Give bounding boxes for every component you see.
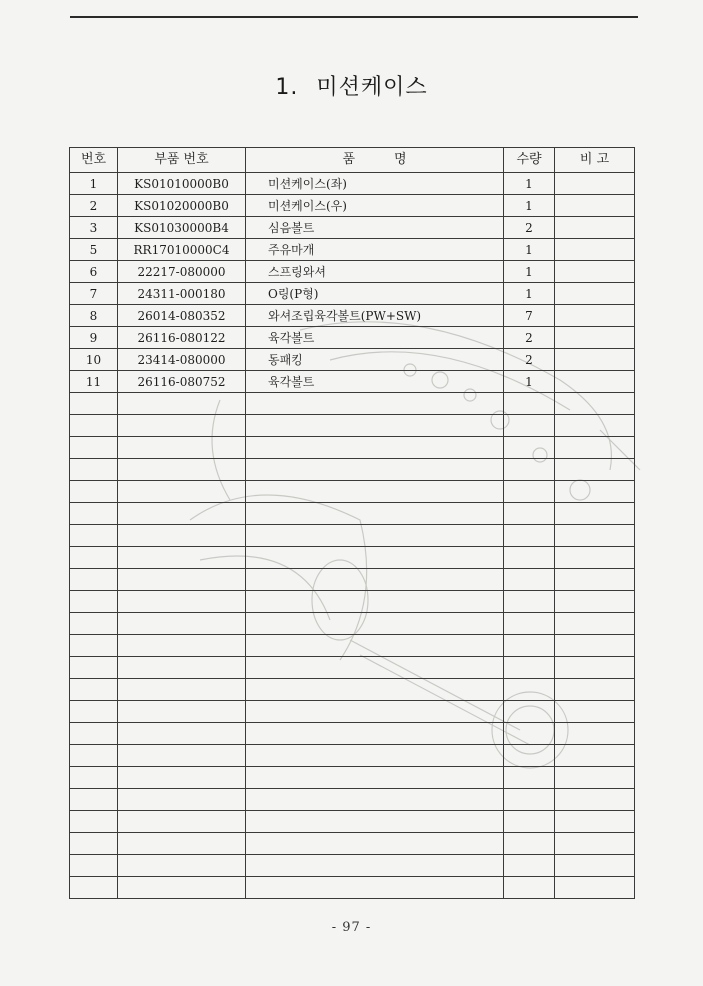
cell-name	[246, 569, 504, 591]
cell-name	[246, 415, 504, 437]
cell-qty	[504, 789, 555, 811]
cell-part-no	[118, 767, 246, 789]
cell-name	[246, 635, 504, 657]
cell-qty	[504, 613, 555, 635]
cell-qty	[504, 723, 555, 745]
table-row	[70, 261, 635, 283]
cell-remark	[555, 195, 635, 217]
cell-remark	[555, 525, 635, 547]
cell-remark	[555, 415, 635, 437]
cell-name	[246, 745, 504, 767]
cell-qty	[504, 877, 555, 899]
cell-no: 6	[70, 261, 118, 283]
cell-no	[70, 767, 118, 789]
cell-no	[70, 811, 118, 833]
table-row	[70, 393, 635, 415]
cell-remark	[555, 657, 635, 679]
cell-name: 미션케이스(좌)	[246, 173, 504, 195]
cell-name	[246, 811, 504, 833]
cell-remark	[555, 635, 635, 657]
page-title	[0, 70, 703, 101]
cell-no	[70, 569, 118, 591]
cell-remark	[555, 745, 635, 767]
table-row	[70, 679, 635, 701]
cell-remark	[555, 767, 635, 789]
cell-qty	[504, 701, 555, 723]
cell-qty	[504, 481, 555, 503]
table-row	[70, 239, 635, 261]
cell-name	[246, 503, 504, 525]
cell-name: 육각볼트	[246, 371, 504, 393]
cell-part-no	[118, 569, 246, 591]
table-row	[70, 327, 635, 349]
cell-no	[70, 503, 118, 525]
table-row	[70, 745, 635, 767]
cell-qty: 2	[504, 327, 555, 349]
cell-remark	[555, 833, 635, 855]
cell-name: 주유마개	[246, 239, 504, 261]
table-row	[70, 789, 635, 811]
cell-qty	[504, 459, 555, 481]
cell-remark	[555, 569, 635, 591]
cell-part-no	[118, 437, 246, 459]
cell-remark	[555, 283, 635, 305]
cell-name	[246, 789, 504, 811]
cell-name	[246, 613, 504, 635]
cell-no	[70, 833, 118, 855]
table-row	[70, 547, 635, 569]
cell-remark	[555, 327, 635, 349]
table-row	[70, 833, 635, 855]
page-number: - 97 -	[331, 920, 372, 935]
cell-name	[246, 393, 504, 415]
cell-name	[246, 591, 504, 613]
cell-no	[70, 745, 118, 767]
cell-qty	[504, 679, 555, 701]
cell-no: 3	[70, 217, 118, 239]
table-row	[70, 481, 635, 503]
cell-name	[246, 767, 504, 789]
table-row	[70, 503, 635, 525]
header-no: 번호	[70, 148, 118, 173]
cell-qty	[504, 437, 555, 459]
cell-no: 11	[70, 371, 118, 393]
cell-no: 5	[70, 239, 118, 261]
table-row	[70, 591, 635, 613]
cell-no: 8	[70, 305, 118, 327]
cell-part-no	[118, 745, 246, 767]
cell-no: 1	[70, 173, 118, 195]
cell-no	[70, 701, 118, 723]
cell-qty: 1	[504, 173, 555, 195]
table-row	[70, 767, 635, 789]
cell-part-no: 24311-000180	[118, 283, 246, 305]
cell-part-no	[118, 503, 246, 525]
table-row	[70, 217, 635, 239]
cell-part-no: 26116-080752	[118, 371, 246, 393]
cell-part-no	[118, 877, 246, 899]
table-row	[70, 173, 635, 195]
cell-part-no	[118, 613, 246, 635]
cell-no	[70, 723, 118, 745]
cell-remark	[555, 239, 635, 261]
cell-no	[70, 591, 118, 613]
cell-no	[70, 437, 118, 459]
cell-remark	[555, 481, 635, 503]
cell-qty: 1	[504, 261, 555, 283]
cell-remark	[555, 547, 635, 569]
title-text: 미션케이스	[316, 75, 428, 100]
cell-part-no: KS01030000B4	[118, 217, 246, 239]
cell-part-no	[118, 811, 246, 833]
table-row	[70, 613, 635, 635]
cell-remark	[555, 789, 635, 811]
title-number: 1.	[275, 75, 299, 100]
table-row	[70, 701, 635, 723]
cell-remark	[555, 855, 635, 877]
cell-remark	[555, 305, 635, 327]
cell-qty	[504, 811, 555, 833]
cell-part-no	[118, 657, 246, 679]
cell-name: 동패킹	[246, 349, 504, 371]
cell-no: 2	[70, 195, 118, 217]
cell-remark	[555, 173, 635, 195]
header-rule	[70, 16, 638, 18]
cell-no	[70, 657, 118, 679]
cell-remark	[555, 591, 635, 613]
cell-remark	[555, 701, 635, 723]
cell-part-no: RR17010000C4	[118, 239, 246, 261]
cell-qty: 1	[504, 239, 555, 261]
header-qty: 수량	[504, 148, 555, 173]
cell-qty: 1	[504, 371, 555, 393]
cell-part-no	[118, 415, 246, 437]
cell-part-no	[118, 701, 246, 723]
cell-qty	[504, 767, 555, 789]
table-row	[70, 415, 635, 437]
cell-no	[70, 547, 118, 569]
cell-qty	[504, 635, 555, 657]
cell-remark	[555, 877, 635, 899]
cell-qty	[504, 569, 555, 591]
cell-no	[70, 635, 118, 657]
table-row	[70, 525, 635, 547]
cell-qty	[504, 547, 555, 569]
cell-qty	[504, 591, 555, 613]
cell-remark	[555, 723, 635, 745]
cell-name	[246, 657, 504, 679]
cell-remark	[555, 459, 635, 481]
cell-name	[246, 547, 504, 569]
cell-name	[246, 437, 504, 459]
cell-qty	[504, 657, 555, 679]
cell-no	[70, 613, 118, 635]
cell-remark	[555, 261, 635, 283]
cell-no: 9	[70, 327, 118, 349]
header-name: 품 명	[246, 148, 504, 173]
table-row	[70, 657, 635, 679]
cell-qty	[504, 393, 555, 415]
table-row	[70, 723, 635, 745]
cell-qty: 2	[504, 349, 555, 371]
cell-qty	[504, 415, 555, 437]
cell-remark	[555, 613, 635, 635]
cell-name: O링(P형)	[246, 283, 504, 305]
cell-no: 10	[70, 349, 118, 371]
cell-name: 미션케이스(우)	[246, 195, 504, 217]
cell-part-no: KS01010000B0	[118, 173, 246, 195]
cell-name	[246, 481, 504, 503]
cell-remark	[555, 217, 635, 239]
cell-part-no	[118, 723, 246, 745]
cell-qty	[504, 833, 555, 855]
cell-part-no	[118, 789, 246, 811]
cell-qty: 2	[504, 217, 555, 239]
cell-no	[70, 877, 118, 899]
cell-name	[246, 723, 504, 745]
cell-name	[246, 525, 504, 547]
header-part-no: 부품 번호	[118, 148, 246, 173]
cell-qty	[504, 745, 555, 767]
cell-part-no	[118, 635, 246, 657]
cell-name: 육각볼트	[246, 327, 504, 349]
table-row	[70, 437, 635, 459]
cell-qty: 1	[504, 283, 555, 305]
cell-qty	[504, 503, 555, 525]
cell-name	[246, 701, 504, 723]
table-row	[70, 459, 635, 481]
parts-table	[69, 147, 635, 899]
cell-name: 스프링와셔	[246, 261, 504, 283]
cell-no	[70, 525, 118, 547]
cell-part-no	[118, 459, 246, 481]
cell-part-no	[118, 393, 246, 415]
cell-part-no	[118, 547, 246, 569]
cell-remark	[555, 371, 635, 393]
table-row	[70, 569, 635, 591]
cell-no	[70, 415, 118, 437]
cell-part-no	[118, 481, 246, 503]
cell-remark	[555, 393, 635, 415]
cell-no	[70, 855, 118, 877]
cell-part-no: KS01020000B0	[118, 195, 246, 217]
cell-name: 와셔조립육각볼트(PW+SW)	[246, 305, 504, 327]
table-row	[70, 305, 635, 327]
cell-remark	[555, 437, 635, 459]
table-row	[70, 811, 635, 833]
table-row	[70, 283, 635, 305]
table-row	[70, 195, 635, 217]
cell-name: 심음볼트	[246, 217, 504, 239]
cell-no	[70, 459, 118, 481]
cell-part-no: 23414-080000	[118, 349, 246, 371]
table-row	[70, 877, 635, 899]
cell-qty: 1	[504, 195, 555, 217]
table-row	[70, 371, 635, 393]
cell-remark	[555, 349, 635, 371]
cell-part-no: 26014-080352	[118, 305, 246, 327]
cell-remark	[555, 679, 635, 701]
cell-qty: 7	[504, 305, 555, 327]
cell-part-no: 22217-080000	[118, 261, 246, 283]
cell-part-no	[118, 591, 246, 613]
cell-part-no	[118, 525, 246, 547]
cell-remark	[555, 503, 635, 525]
cell-no	[70, 481, 118, 503]
cell-part-no	[118, 855, 246, 877]
cell-no	[70, 679, 118, 701]
table-row	[70, 635, 635, 657]
cell-qty	[504, 855, 555, 877]
cell-part-no	[118, 679, 246, 701]
table-header-row	[70, 148, 635, 173]
cell-name	[246, 679, 504, 701]
cell-no	[70, 789, 118, 811]
header-remark: 비 고	[555, 148, 635, 173]
cell-qty	[504, 525, 555, 547]
cell-part-no: 26116-080122	[118, 327, 246, 349]
cell-no: 7	[70, 283, 118, 305]
cell-part-no	[118, 833, 246, 855]
cell-remark	[555, 811, 635, 833]
cell-name	[246, 833, 504, 855]
cell-no	[70, 393, 118, 415]
table-row	[70, 855, 635, 877]
cell-name	[246, 855, 504, 877]
cell-name	[246, 877, 504, 899]
table-row	[70, 349, 635, 371]
cell-name	[246, 459, 504, 481]
